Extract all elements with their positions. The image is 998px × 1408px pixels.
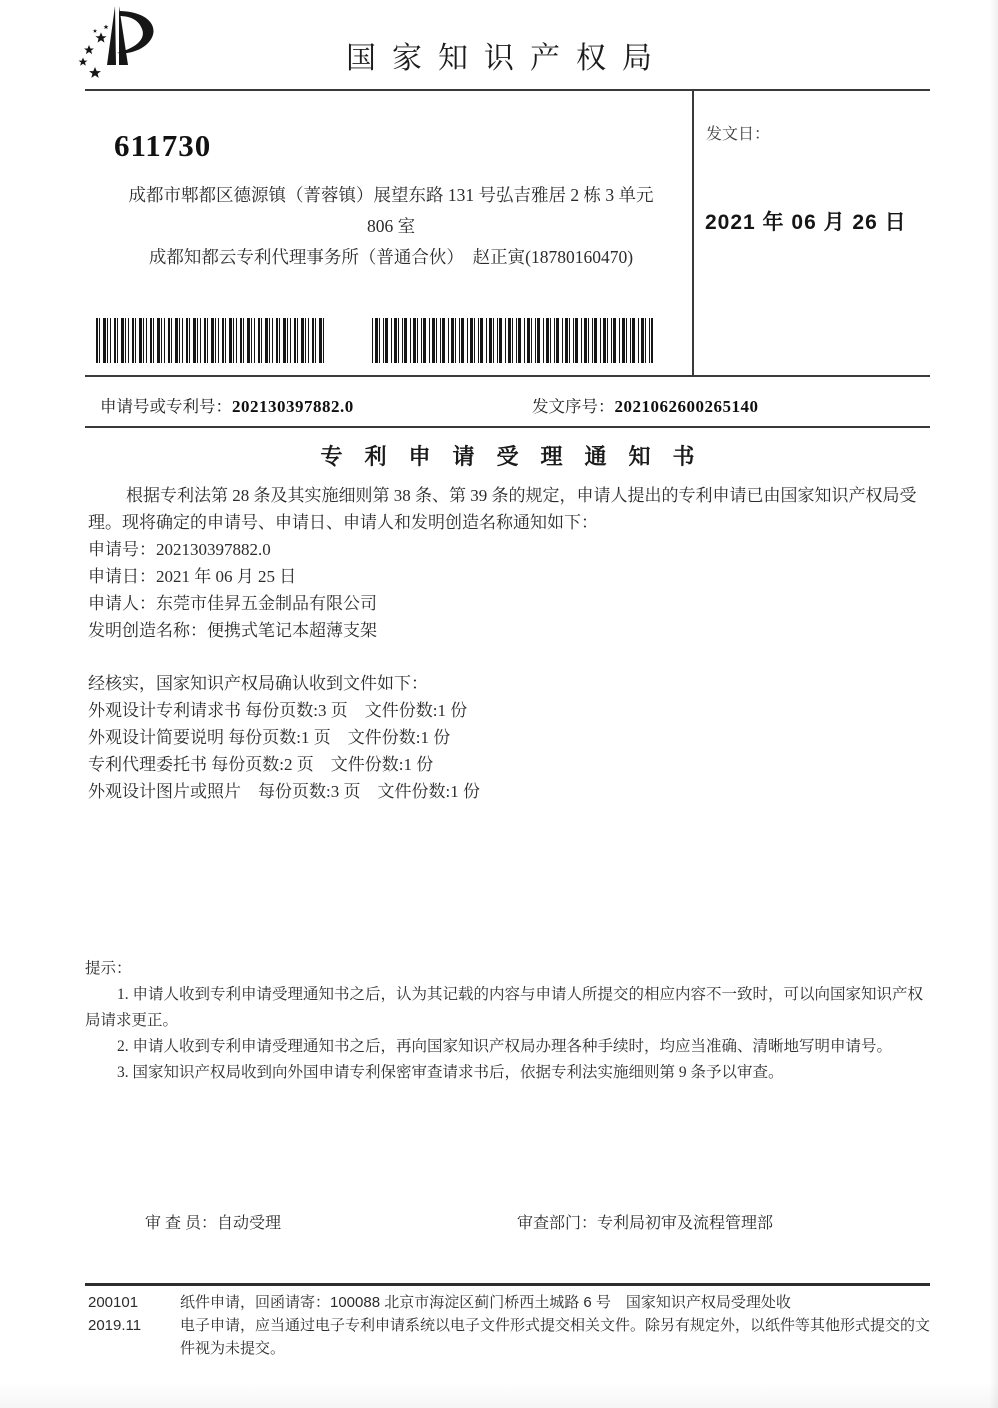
address-line-2: 806 室 [366,216,416,236]
department-label: 审查部门： [517,1215,598,1232]
footer-code-2: 2019.11 [88,1317,142,1334]
document-item-2: 外观设计简要说明 每份页数:1 页 文件份数:1 份 [88,728,451,747]
page-edge-shadow-bottom [0,1382,998,1408]
footer-note-electronic: 电子申请，应当通过电子专利申请系统以电子文件形式提交相关文件。除另有规定外，以纸件等其他形式提交的文件视为未提交。 [180,1317,931,1357]
divider-top [85,89,930,91]
page-edge-shadow-right [989,0,998,1408]
footer-divider [85,1283,930,1286]
notice-paragraph: 根据专利法第 28 条及其实施细则第 38 条、第 39 条的规定，申请人提出的专利申请已由国家知识产权局受理。现将确定的申请号、申请日、申请人和发明创造名称通知如下： [88,486,917,532]
serial-number-row [532,393,759,417]
divider-middle [85,375,930,377]
tip-item-1: 1. 申请人收到专利申请受理通知书之后，认为其记载的内容与申请人所提交的相应内容不一致时，可以向国家知识产权局请求更正。 [85,986,924,1029]
examiner-label: 审 查 员： [145,1215,218,1232]
document-item-3: 专利代理委托书 每份页数:2 页 文件份数:1 份 [88,755,434,774]
document-item-1: 外观设计专利请求书 每份页数:3 页 文件份数:1 份 [88,701,468,720]
agent-line: 成都知都云专利代理事务所（普通合伙） 赵正寅(18780160470) [148,247,634,267]
application-number-label: 申请号或专利号： [100,397,232,416]
footer-note-paper: 纸件申请，回函请寄：100088 北京市海淀区蓟门桥西土城路 6 号 国家知识产权局受理处收 [180,1294,791,1311]
barcode-serial [372,318,653,363]
recipient-address [95,180,687,273]
divider-vertical [692,89,694,377]
notice-title: 专利申请受理通知书 [320,444,717,469]
department-value: 专利局初审及流程管理部 [597,1215,774,1232]
serial-number-value: 2021062600265140 [614,397,759,416]
field-filing-date: 申请日：2021 年 06 月 25 日 [88,567,297,586]
footer-notes [180,1291,940,1360]
tip-item-2: 2. 申请人收到专利申请受理通知书之后，再向国家知识产权局办理各种手续时，均应当准确、清晰地写明申请号。 [117,1038,893,1055]
confirm-intro: 经核实，国家知识产权局确认收到文件如下： [88,674,428,693]
address-line-1: 成都市郫都区德源镇（菁蓉镇）展望东路 131 号弘吉雅居 2 栋 3 单元 [128,185,654,205]
notice-body [88,482,932,805]
footer-code-1: 200101 [88,1294,139,1311]
field-applicant: 申请人：东莞市佳昇五金制品有限公司 [88,594,377,613]
barcode-application [96,318,326,363]
document-item-4: 外观设计图片或照片 每份页数:3 页 文件份数:1 份 [88,782,480,801]
field-invention-title: 发明创造名称：便携式笔记本超薄支架 [88,621,377,640]
divider-refrow [85,426,930,428]
issue-date-value: 2021 年 06 月 26 日 [705,211,907,234]
tips-label: 提示： [85,960,132,977]
field-application-number: 申请号：202130397882.0 [88,540,271,559]
serial-number-label: 发文序号： [532,397,615,416]
recipient-postcode: 611730 [114,128,212,163]
examiner-row [145,1210,281,1233]
issue-date-label: 发文日： [706,126,771,143]
department-row [517,1210,773,1233]
application-number-row [100,393,354,417]
footer-form-codes [88,1291,141,1337]
examiner-value: 自动受理 [217,1215,282,1232]
tips-section [85,956,937,1086]
tip-item-3: 3. 国家知识产权局收到向外国申请专利保密审查请求书后，依据专利法实施细则第 9 条予以审查。 [117,1064,784,1081]
application-number-value: 202130397882.0 [232,397,354,416]
agency-title: 国家知识产权局 [346,42,668,75]
